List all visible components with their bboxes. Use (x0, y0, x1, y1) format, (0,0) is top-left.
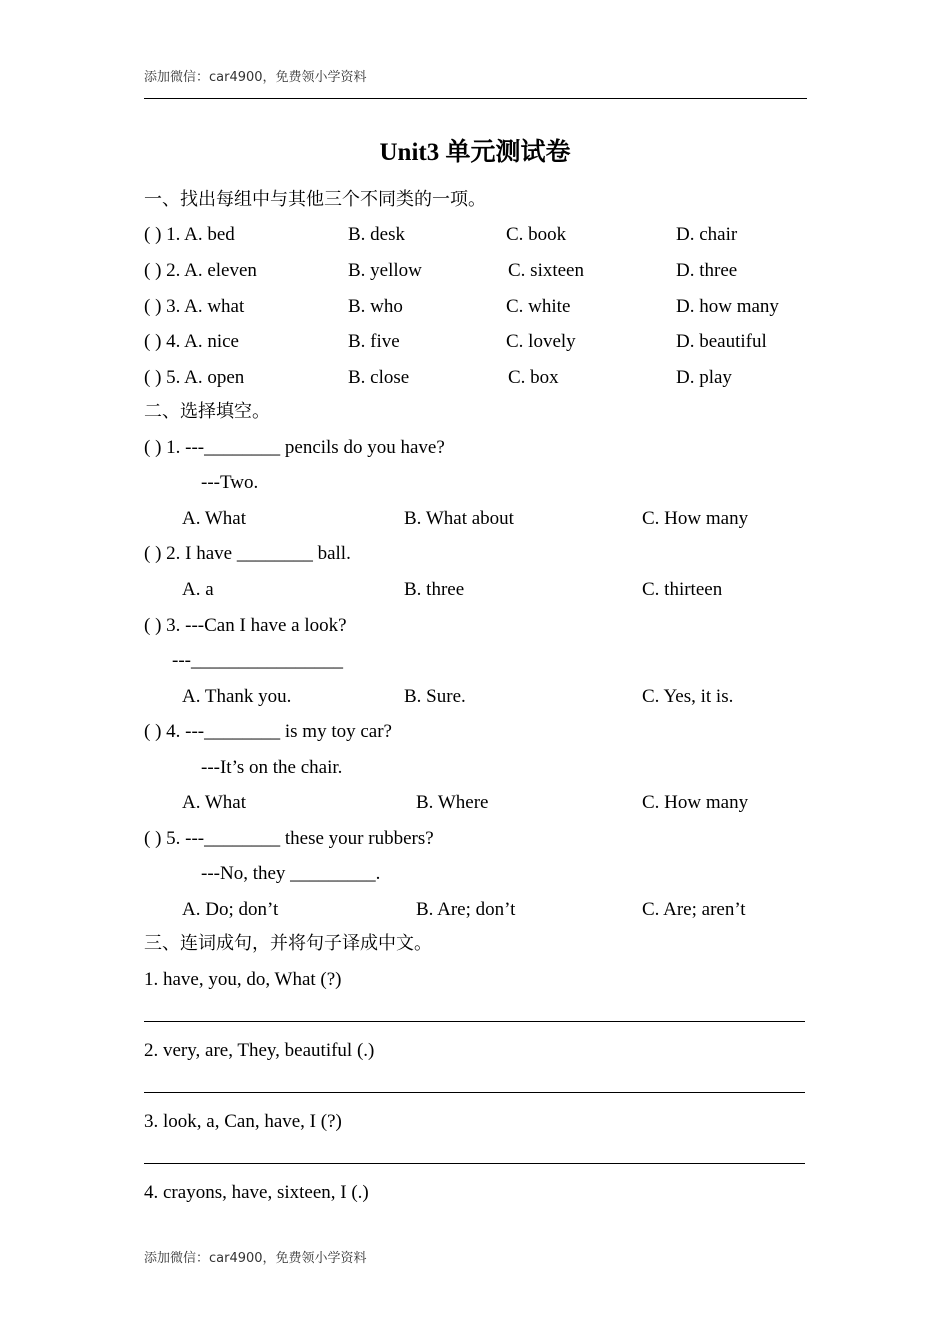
page-title: Unit3 单元测试卷 (379, 139, 571, 166)
s1-q1-option-c: C. book (506, 224, 567, 245)
s2-q3-option-c: C. Yes, it is. (642, 686, 734, 707)
s3-item-4: 4. crayons, have, sixteen, I (.) (144, 1182, 369, 1203)
s2-q1-question: ( ) 1. ---________ pencils do you have? (144, 437, 445, 458)
s2-q3-question: ( ) 3. ---Can I have a look? (144, 615, 347, 636)
s3-item-2: 2. very, are, They, beautiful (.) (144, 1040, 375, 1061)
s2-q2-option-a: A. a (182, 579, 214, 600)
s1-q5-option-a: ( ) 5. A. open (144, 367, 245, 388)
s1-q4-option-c: C. lovely (506, 331, 576, 352)
s1-q5-option-d: D. play (676, 367, 732, 388)
s2-q3-option-a: A. Thank you. (182, 686, 292, 707)
s1-q3-option-b: B. who (348, 296, 403, 317)
s2-q4-option-a: A. What (182, 792, 247, 813)
s1-q2-option-b: B. yellow (348, 260, 422, 281)
s2-q5-question: ( ) 5. ---________ these your rubbers? (144, 828, 434, 849)
s1-q5-option-c: C. box (508, 367, 559, 388)
s2-q3-option-b: B. Sure. (404, 686, 466, 707)
s3-item-1-answer-line (144, 1021, 805, 1022)
s2-q3-answer: ---________________ (172, 650, 343, 671)
s3-item-1: 1. have, you, do, What (?) (144, 969, 342, 990)
s1-q3-option-a: ( ) 3. A. what (144, 296, 245, 317)
s2-q4-answer: ---It’s on the chair. (201, 757, 343, 778)
s3-item-2-answer-line (144, 1092, 805, 1093)
s3-item-3-answer-line (144, 1163, 805, 1164)
section2-heading: 二、选择填空。 (144, 401, 270, 422)
s2-q4-option-b: B. Where (416, 792, 489, 813)
s2-q5-option-a: A. Do; don’t (182, 899, 279, 920)
s1-q5-option-b: B. close (348, 367, 410, 388)
s1-q3-option-d: D. how many (676, 296, 779, 317)
s2-q5-option-b: B. Are; don’t (416, 899, 516, 920)
s1-q2-option-a: ( ) 2. A. eleven (144, 260, 257, 281)
s1-q2-option-c: C. sixteen (508, 260, 584, 281)
s2-q5-option-c: C. Are; aren’t (642, 899, 746, 920)
page-header: 添加微信：car4900，免费领小学资料 (144, 70, 367, 85)
s3-item-3: 3. look, a, Can, have, I (?) (144, 1111, 342, 1132)
s1-q4-option-a: ( ) 4. A. nice (144, 331, 239, 352)
s2-q1-answer: ---Two. (201, 472, 259, 493)
s2-q4-option-c: C. How many (642, 792, 749, 813)
s2-q2-option-c: C. thirteen (642, 579, 723, 600)
header-divider (144, 98, 807, 99)
s2-q2-option-b: B. three (404, 579, 465, 600)
s1-q3-option-c: C. white (506, 296, 571, 317)
page-footer: 添加微信：car4900，免费领小学资料 (144, 1251, 367, 1266)
s1-q2-option-d: D. three (676, 260, 738, 281)
s1-q4-option-d: D. beautiful (676, 331, 767, 352)
s2-q4-question: ( ) 4. ---________ is my toy car? (144, 721, 392, 742)
s2-q1-option-b: B. What about (404, 508, 514, 529)
section3-heading: 三、连词成句，并将句子译成中文。 (144, 933, 432, 954)
section1-heading: 一、找出每组中与其他三个不同类的一项。 (144, 189, 486, 210)
s1-q1-option-a: ( ) 1. A. bed (144, 224, 235, 245)
s2-q2-question: ( ) 2. I have ________ ball. (144, 543, 351, 564)
s2-q1-option-c: C. How many (642, 508, 749, 529)
s2-q1-option-a: A. What (182, 508, 247, 529)
s1-q4-option-b: B. five (348, 331, 400, 352)
s1-q1-option-b: B. desk (348, 224, 405, 245)
s1-q1-option-d: D. chair (676, 224, 738, 245)
s2-q5-answer: ---No, they _________. (201, 863, 381, 884)
